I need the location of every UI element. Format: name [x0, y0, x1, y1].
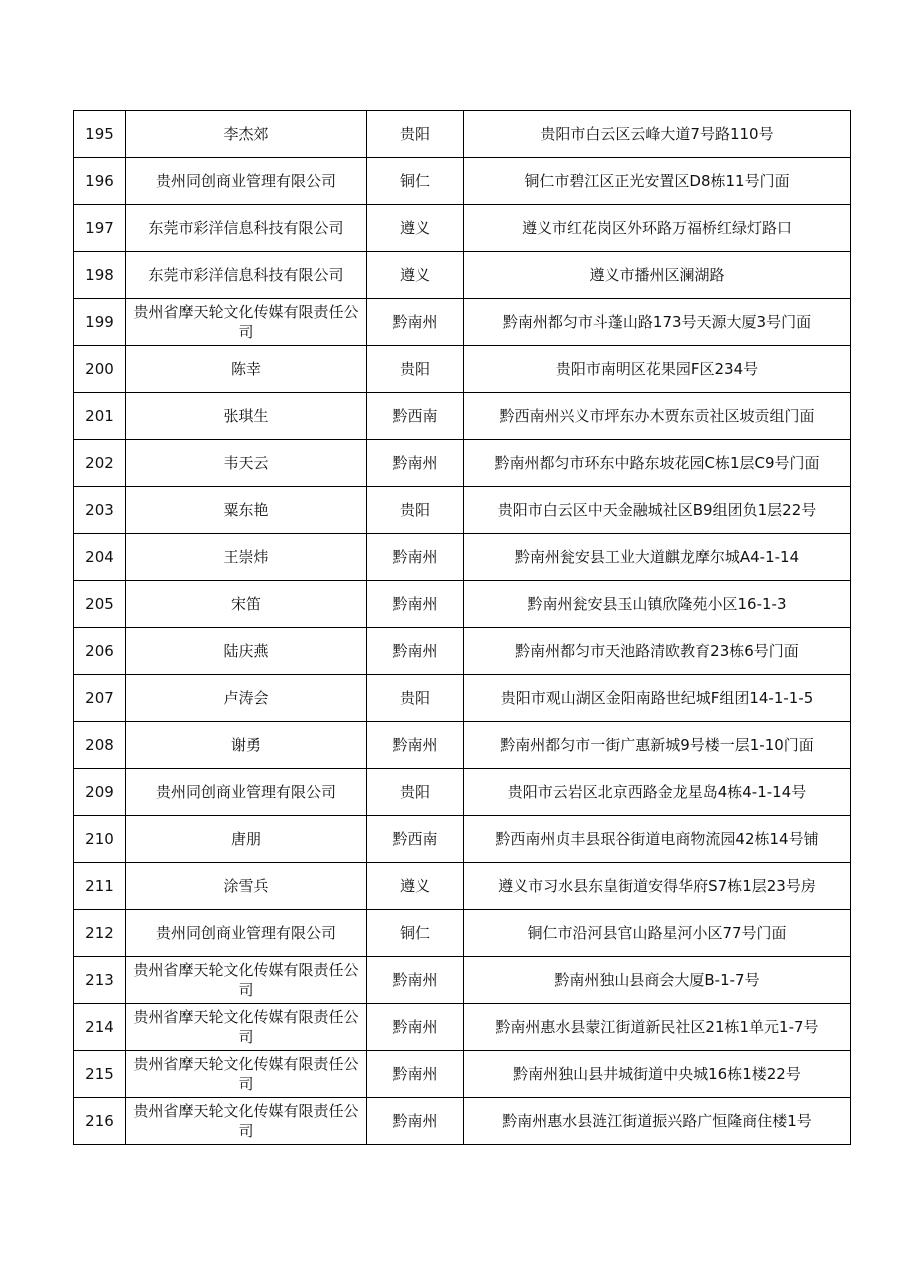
row-address-cell: 黔西南州兴义市坪东办木贾东贡社区坡贡组门面	[464, 393, 851, 440]
table-row	[74, 1098, 851, 1145]
table-row	[74, 628, 851, 675]
row-number-cell: 195	[74, 111, 126, 158]
row-name-cell: 李杰郊	[126, 111, 367, 158]
row-number-cell: 212	[74, 910, 126, 957]
table-row	[74, 581, 851, 628]
table-row	[74, 205, 851, 252]
table-row	[74, 252, 851, 299]
table-row	[74, 534, 851, 581]
row-name-cell: 王崇炜	[126, 534, 367, 581]
table-row	[74, 957, 851, 1004]
table-row	[74, 1051, 851, 1098]
row-number-cell: 201	[74, 393, 126, 440]
row-number-cell: 200	[74, 346, 126, 393]
row-name-cell: 东莞市彩洋信息科技有限公司	[126, 252, 367, 299]
row-name-cell: 涂雪兵	[126, 863, 367, 910]
row-number-cell: 210	[74, 816, 126, 863]
row-region-cell: 贵阳	[367, 675, 464, 722]
row-region-cell: 黔南州	[367, 440, 464, 487]
row-name-cell: 贵州省摩天轮文化传媒有限责任公司	[126, 1051, 367, 1098]
row-name-cell: 粟东艳	[126, 487, 367, 534]
row-address-cell: 铜仁市碧江区正光安置区D8栋11号门面	[464, 158, 851, 205]
row-region-cell: 铜仁	[367, 158, 464, 205]
table-row	[74, 393, 851, 440]
row-name-cell: 卢涛会	[126, 675, 367, 722]
table-row	[74, 816, 851, 863]
table-body	[74, 111, 851, 1145]
row-address-cell: 贵阳市观山湖区金阳南路世纪城F组团14-1-1-5	[464, 675, 851, 722]
row-name-cell: 贵州同创商业管理有限公司	[126, 910, 367, 957]
row-address-cell: 黔南州惠水县蒙江街道新民社区21栋1单元1-7号	[464, 1004, 851, 1051]
row-address-cell: 遵义市播州区澜湖路	[464, 252, 851, 299]
row-name-cell: 陈幸	[126, 346, 367, 393]
table-row	[74, 158, 851, 205]
table-row	[74, 111, 851, 158]
row-region-cell: 黔南州	[367, 1098, 464, 1145]
row-address-cell: 黔南州独山县井城街道中央城16栋1楼22号	[464, 1051, 851, 1098]
row-number-cell: 215	[74, 1051, 126, 1098]
row-region-cell: 贵阳	[367, 346, 464, 393]
row-region-cell: 黔南州	[367, 534, 464, 581]
row-number-cell: 199	[74, 299, 126, 346]
table-row	[74, 299, 851, 346]
row-address-cell: 黔南州都匀市一街广惠新城9号楼一层1-10门面	[464, 722, 851, 769]
row-region-cell: 贵阳	[367, 769, 464, 816]
row-address-cell: 黔南州都匀市天池路清欧教育23栋6号门面	[464, 628, 851, 675]
row-region-cell: 贵阳	[367, 111, 464, 158]
row-address-cell: 贵阳市白云区中天金融城社区B9组团负1层22号	[464, 487, 851, 534]
row-number-cell: 202	[74, 440, 126, 487]
row-address-cell: 黔南州瓮安县玉山镇欣隆苑小区16-1-3	[464, 581, 851, 628]
row-region-cell: 遵义	[367, 252, 464, 299]
row-number-cell: 208	[74, 722, 126, 769]
row-number-cell: 214	[74, 1004, 126, 1051]
row-region-cell: 黔南州	[367, 628, 464, 675]
row-address-cell: 贵阳市云岩区北京西路金龙星岛4栋4-1-14号	[464, 769, 851, 816]
row-number-cell: 206	[74, 628, 126, 675]
table-row	[74, 863, 851, 910]
row-number-cell: 213	[74, 957, 126, 1004]
row-name-cell: 唐朋	[126, 816, 367, 863]
row-region-cell: 黔南州	[367, 722, 464, 769]
row-number-cell: 211	[74, 863, 126, 910]
row-number-cell: 196	[74, 158, 126, 205]
table-row	[74, 722, 851, 769]
row-region-cell: 黔西南	[367, 816, 464, 863]
row-address-cell: 黔南州独山县商会大厦B-1-7号	[464, 957, 851, 1004]
row-number-cell: 207	[74, 675, 126, 722]
row-address-cell: 遵义市习水县东皇街道安得华府S7栋1层23号房	[464, 863, 851, 910]
row-name-cell: 东莞市彩洋信息科技有限公司	[126, 205, 367, 252]
outlet-table	[73, 110, 851, 1145]
table-row	[74, 769, 851, 816]
row-number-cell: 205	[74, 581, 126, 628]
table-row	[74, 1004, 851, 1051]
row-name-cell: 贵州省摩天轮文化传媒有限责任公司	[126, 1004, 367, 1051]
row-name-cell: 贵州同创商业管理有限公司	[126, 769, 367, 816]
table-row	[74, 440, 851, 487]
table-row	[74, 675, 851, 722]
row-name-cell: 韦天云	[126, 440, 367, 487]
row-number-cell: 204	[74, 534, 126, 581]
row-number-cell: 203	[74, 487, 126, 534]
row-region-cell: 铜仁	[367, 910, 464, 957]
row-number-cell: 209	[74, 769, 126, 816]
row-name-cell: 贵州省摩天轮文化传媒有限责任公司	[126, 299, 367, 346]
row-region-cell: 黔南州	[367, 1004, 464, 1051]
row-name-cell: 谢勇	[126, 722, 367, 769]
row-address-cell: 铜仁市沿河县官山路星河小区77号门面	[464, 910, 851, 957]
row-region-cell: 贵阳	[367, 487, 464, 534]
row-region-cell: 黔西南	[367, 393, 464, 440]
row-name-cell: 贵州省摩天轮文化传媒有限责任公司	[126, 1098, 367, 1145]
row-region-cell: 黔南州	[367, 581, 464, 628]
row-name-cell: 贵州同创商业管理有限公司	[126, 158, 367, 205]
row-address-cell: 贵阳市南明区花果园F区234号	[464, 346, 851, 393]
row-number-cell: 198	[74, 252, 126, 299]
row-name-cell: 贵州省摩天轮文化传媒有限责任公司	[126, 957, 367, 1004]
row-address-cell: 黔西南州贞丰县珉谷街道电商物流园42栋14号铺	[464, 816, 851, 863]
row-region-cell: 遵义	[367, 863, 464, 910]
row-address-cell: 黔南州都匀市斗蓬山路173号天源大厦3号门面	[464, 299, 851, 346]
table-row	[74, 487, 851, 534]
row-address-cell: 黔南州都匀市环东中路东坡花园C栋1层C9号门面	[464, 440, 851, 487]
row-region-cell: 黔南州	[367, 299, 464, 346]
row-region-cell: 遵义	[367, 205, 464, 252]
row-address-cell: 黔南州瓮安县工业大道麒龙摩尔城A4-1-14	[464, 534, 851, 581]
row-region-cell: 黔南州	[367, 957, 464, 1004]
row-number-cell: 197	[74, 205, 126, 252]
row-name-cell: 陆庆燕	[126, 628, 367, 675]
row-region-cell: 黔南州	[367, 1051, 464, 1098]
table-row	[74, 910, 851, 957]
row-number-cell: 216	[74, 1098, 126, 1145]
row-address-cell: 遵义市红花岗区外环路万福桥红绿灯路口	[464, 205, 851, 252]
table-row	[74, 346, 851, 393]
row-name-cell: 张琪生	[126, 393, 367, 440]
row-name-cell: 宋笛	[126, 581, 367, 628]
row-address-cell: 黔南州惠水县涟江街道振兴路广恒隆商住楼1号	[464, 1098, 851, 1145]
row-address-cell: 贵阳市白云区云峰大道7号路110号	[464, 111, 851, 158]
